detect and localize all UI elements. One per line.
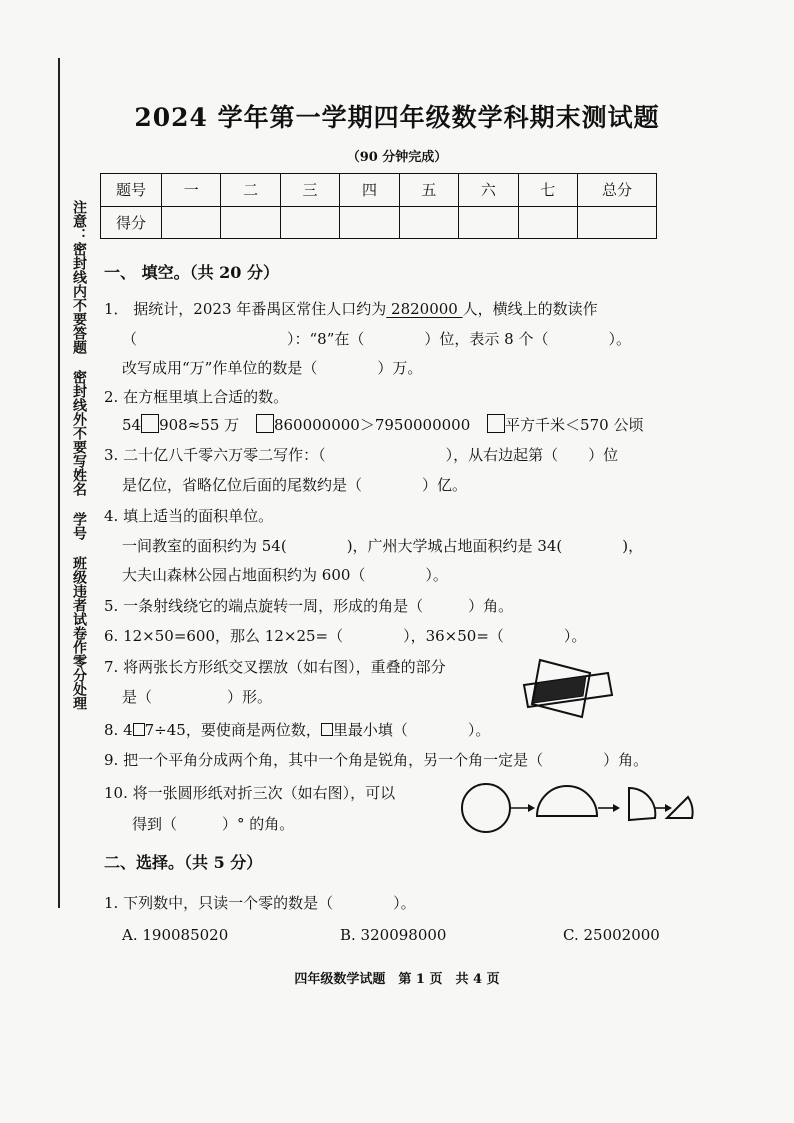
score-cell: 六 <box>459 174 518 207</box>
question-1-line2: （ ）：“8”在（ ）位，表示 8 个（ ）。 <box>122 330 631 348</box>
q8-text-a: 8. 4 <box>104 721 133 739</box>
question-7-line1: 7. 将两张长方形纸交叉摆放（如右图），重叠的部分 <box>104 658 446 676</box>
score-cell: 二 <box>221 174 280 207</box>
question-5: 5. 一条射线绕它的端点旋转一周，形成的角是（ ）角。 <box>104 597 514 615</box>
option-c[interactable]: C. 25002000 <box>563 926 660 944</box>
option-a[interactable]: A. 190085020 <box>122 926 229 944</box>
answer-box[interactable] <box>487 414 505 433</box>
q1-text-a: 1． 据统计，2023 年番禺区常住人口约为 <box>104 300 387 318</box>
score-cell: 五 <box>399 174 458 207</box>
section2-heading: 二、选择。（共 5 分） <box>104 853 263 872</box>
q8-text-c: 里最小填（ ）。 <box>332 721 491 739</box>
score-table-header-row <box>101 174 657 207</box>
score-cell: 七 <box>518 174 577 207</box>
question-3-line1: 3. 二十亿八千零六万零二写作：（ ），从右边起第（ ）位 <box>104 446 619 464</box>
score-cell: 三 <box>280 174 339 207</box>
q2-item1-prefix: 54 <box>122 416 142 434</box>
crossed-rectangles-figure <box>520 655 615 725</box>
q8-text-b: 7÷45，要使商是两位数， <box>144 721 321 739</box>
section1-heading: 一、 填空。（共 20 分） <box>104 263 279 282</box>
side-notice: 注意：密封线内不要答题 密封线外不要写姓名 学号 班级违者试卷作零分处理 <box>71 200 87 710</box>
question-4-line2: 一间教室的面积约为 54( )，广州大学城占地面积约是 34( )， <box>122 537 644 555</box>
seal-line <box>58 58 60 908</box>
score-input-cell[interactable] <box>459 206 518 239</box>
score-input-cell[interactable] <box>578 206 657 239</box>
score-table-score-row <box>101 206 657 239</box>
question-7-line2: 是（ ）形。 <box>122 688 273 706</box>
page-title: 2024 学年第一学期四年级数学科期末测试题 <box>134 103 660 132</box>
answer-box[interactable] <box>141 414 159 433</box>
question-10-line2: 得到（ ）° 的角。 <box>132 815 295 833</box>
page-footer: 四年级数学试题 第 1 页 共 4 页 <box>294 972 500 987</box>
score-label: 得分 <box>101 206 162 239</box>
digit-box[interactable] <box>321 723 333 736</box>
question-1-line3: 改写成用“万”作单位的数是（ ）万。 <box>122 359 423 377</box>
question-3-line2: 是亿位，省略亿位后面的尾数约是（ ）亿。 <box>122 476 468 494</box>
score-input-cell[interactable] <box>399 206 458 239</box>
choice-question-1: 1. 下列数中，只读一个零的数是（ ）。 <box>104 894 416 912</box>
question-10-line1: 10. 将一张圆形纸对折三次（如右图），可以 <box>104 784 396 802</box>
score-input-cell[interactable] <box>340 206 399 239</box>
q2-item2: 860000000＞7950000000 <box>273 416 471 434</box>
question-2-line1: 2. 在方框里填上合适的数。 <box>104 388 289 406</box>
q2-item1-suffix: 908≈55 万 <box>159 416 240 434</box>
question-2-items <box>122 414 643 436</box>
score-input-cell[interactable] <box>518 206 577 239</box>
score-cell: 总分 <box>578 174 657 207</box>
circle-folding-figure <box>460 780 695 840</box>
question-4-line1: 4. 填上适当的面积单位。 <box>104 507 274 525</box>
question-4-line3: 大夫山森林公园占地面积约为 600（ ）。 <box>122 566 448 584</box>
score-input-cell[interactable] <box>280 206 339 239</box>
question-8 <box>104 719 490 741</box>
q2-item3: 平方千米＜570 公顷 <box>505 416 644 434</box>
digit-box[interactable] <box>133 723 145 736</box>
answer-box[interactable] <box>256 414 274 433</box>
question-6: 6. 12×50=600，那么 12×25=（ ），36×50=（ ）。 <box>104 627 587 645</box>
score-input-cell[interactable] <box>221 206 280 239</box>
q1-number: 2820000 <box>386 300 463 318</box>
question-9: 9. 把一个平角分成两个角，其中一个角是锐角，另一个角一定是（ ）角。 <box>104 751 649 769</box>
score-cell: 题号 <box>101 174 162 207</box>
question-1-line1 <box>104 298 598 320</box>
score-cell: 一 <box>162 174 221 207</box>
score-input-cell[interactable] <box>162 206 221 239</box>
q1-text-b: 人，横线上的数读作 <box>462 300 598 318</box>
score-cell: 四 <box>340 174 399 207</box>
option-b[interactable]: B. 320098000 <box>340 926 447 944</box>
score-table <box>100 173 657 239</box>
page-subtitle: （90 分钟完成） <box>346 150 448 165</box>
